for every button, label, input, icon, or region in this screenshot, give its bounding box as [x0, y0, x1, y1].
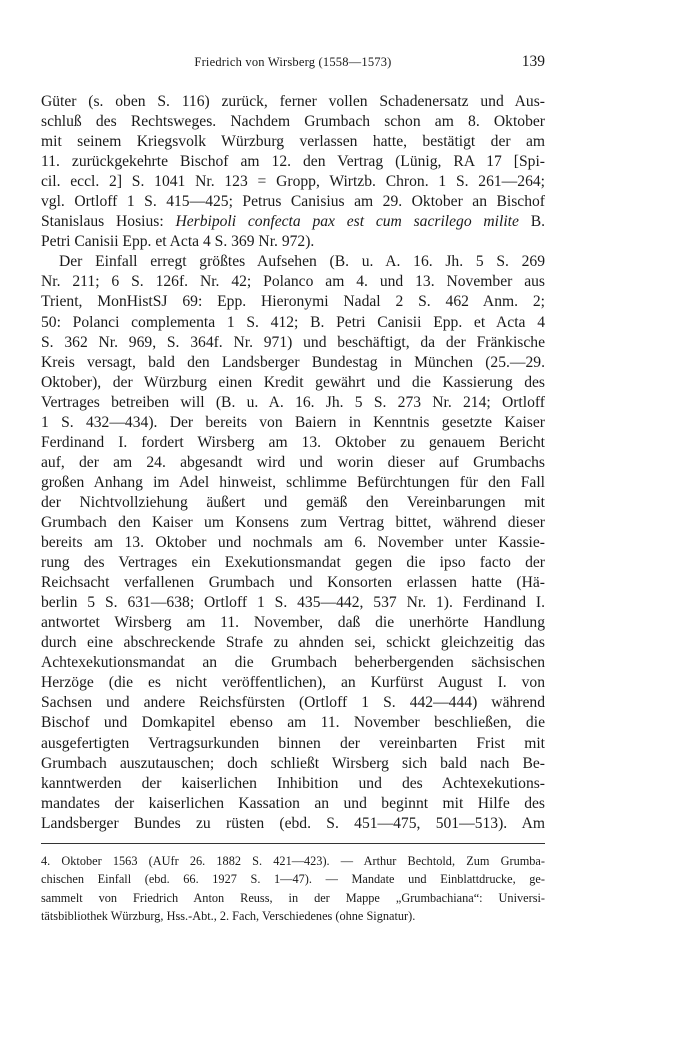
text-line: Güter (s. oben S. 116) zurück, ferner vollen Schadenersatz und Aus-	[41, 93, 545, 110]
text-line: Trient, MonHistSJ 69: Epp. Hieronymi Nadal 2 S. 462 Anm. 2;	[41, 293, 545, 311]
footnote-line: 4. Oktober 1563 (AUfr 26. 1882 S. 421—423). — Arthur Bechtold, Zum Grumba-	[41, 854, 545, 868]
text-line: berlin 5 S. 631—638; Ortloff 1 S. 435—442, 537 Nr. 1). Ferdinand I.	[41, 594, 545, 612]
footnote-line: sammelt von Friedrich Anton Reuss, in der Mappe „Grumbachiana“: Universi-	[41, 890, 545, 905]
text-line: S. 362 Nr. 969, S. 364f. Nr. 971) und beschäftigt, da der Fränkische	[41, 333, 545, 351]
text-line: Vertrages betreiben will (B. u. A. 16. Jh. 5 S. 273 Nr. 214; Ortloff	[41, 393, 545, 411]
body-text	[41, 92, 545, 834]
text-line: Reichsacht verfallenen Grumbach und Konsorten erlassen hatte (Hä-	[41, 574, 545, 592]
text-line: auf, der am 24. abgesandt wird und worin dieser auf Grumbachs	[41, 453, 545, 471]
text-line: schluß des Rechtsweges. Nachdem Grumbach schon am 8. Oktober	[41, 113, 545, 131]
text-line: Bischof und Domkapitel ebenso am 11. November beschließen, die	[41, 714, 545, 732]
footnote	[41, 852, 545, 925]
latin-quote: Herbipoli confecta pax est cum sacrilego milite	[175, 213, 519, 231]
text-line: Achtexekutionsmandat an die Grumbach beherbergenden sächsischen	[41, 654, 545, 672]
text-line: bereits am 13. Oktober und nochmals am 6. November unter Kassie-	[41, 534, 545, 552]
page-number: 139	[521, 53, 545, 70]
footnote-line: tätsbibliothek Würzburg, Hss.-Abt., 2. Fach, Verschiedenes (ohne Signatur).	[41, 908, 416, 923]
text-line: Grumbach den Kaiser um Konsens zum Vertrag bittet, während dieser	[41, 513, 545, 531]
text-line: Oktober), der Würzburg einen Kredit gewährt und die Kassierung des	[41, 373, 545, 391]
footnote-divider	[41, 843, 545, 844]
text-line: Petri Canisii Epp. et Acta 4 S. 369 Nr. 972).	[41, 233, 315, 251]
text-line-with-italic: Stanislaus Hosius: Herbipoli confecta pax est cum sacrilego milite B.	[41, 213, 545, 231]
text-line: mit seinem Kriegsvolk Würzburg verlassen hatte, bestätigt der am	[41, 133, 545, 151]
text-line: 11. zurückgekehrte Bischof am 12. den Vertrag (Lünig, RA 17 [Spi-	[41, 153, 545, 171]
text-line: durch eine abschreckende Strafe zu ahnden sei, schickt gleichzeitig das	[41, 634, 545, 652]
footnote-line: chischen Einfall (ebd. 66. 1927 S. 1—47). — Mandate und Einblattdrucke, ge-	[41, 872, 545, 887]
page-header	[41, 55, 545, 75]
paragraph-first-line: Der Einfall erregt größtes Aufsehen (B. u. A. 16. Jh. 5 S. 269	[59, 253, 545, 271]
text-line: cil. eccl. 2] S. 1041 Nr. 123 = Gropp, Wirtzb. Chron. 1 S. 261—264;	[41, 173, 545, 191]
text-line: 1 S. 432—434). Der bereits von Baiern in Kenntnis gesetzte Kaiser	[41, 413, 545, 431]
text-line: Landsberger Bundes zu rüsten (ebd. S. 451—475, 501—513). Am	[41, 814, 545, 832]
text-line: vgl. Ortloff 1 S. 415—425; Petrus Canisius am 29. Oktober an Bischof	[41, 193, 545, 211]
text-line: mandates der kaiserlichen Kassation an und beginnt mit Hilfe des	[41, 794, 545, 812]
text-line: ausgefertigten Vertragsurkunden binnen der vereinbarten Frist mit	[41, 734, 545, 752]
text-line: antwortet Wirsberg am 11. November, daß die unerhörte Handlung	[41, 614, 545, 632]
text-line: Herzöge (die es nicht veröffentlichen), an Kurfürst August I. von	[41, 674, 545, 692]
text-line: Nr. 211; 6 S. 126f. Nr. 42; Polanco am 4. und 13. November aus	[41, 273, 545, 291]
text-line: Kreis versagt, bald den Landsberger Bundestag in München (25.—29.	[41, 353, 545, 371]
text-line: kanntwerden der kaiserlichen Inhibition und des Achtexekutions-	[41, 774, 545, 792]
text-line: Grumbach auszutauschen; doch schließt Wirsberg sich bald nach Be-	[41, 754, 545, 772]
running-head: Friedrich von Wirsberg (1558—1573)	[194, 55, 392, 69]
text-line: Ferdinand I. fordert Wirsberg am 13. Oktober zu genauem Bericht	[41, 433, 545, 451]
text-line: der Nichtvollziehung äußert und gemäß den Vereinbarungen mit	[41, 493, 545, 511]
text-line: 50: Polanci complementa 1 S. 412; B. Petri Canisii Epp. et Acta 4	[41, 313, 545, 331]
text-line: Sachsen und andere Reichsfürsten (Ortloff 1 S. 442—444) während	[41, 694, 545, 712]
text-line: rung des Vertrages ein Exekutionsmandat gegen die ipso facto der	[41, 554, 545, 572]
text-line: großen Anhang im Adel hinweist, schlimme Befürchtungen für den Fall	[41, 473, 545, 491]
